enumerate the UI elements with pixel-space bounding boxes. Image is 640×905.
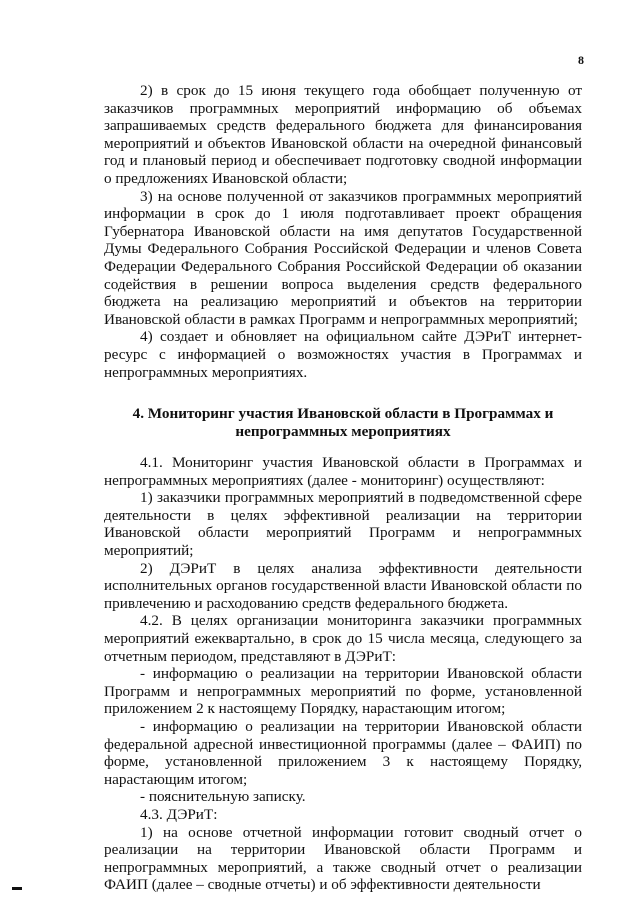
paragraph-4-2-dash-1: - информацию о реализации на территории Ивановской области Программ и непрограммных мероприятий по форме, установленной приложением 2 к настоящему Порядку, нарастающим итогом; (104, 665, 582, 718)
paragraph-item-3: 3) на основе полученной от заказчиков программных мероприятий информации в срок до 1 июля подготавливает проект обращения Губернатора Ивановской области на имя депутатов Государственной Думы Федерального Собрания Российской Федерации и членов Совета Федерации Федерального Собрания Российской Федерации об оказании содействия в решении вопроса выделения средств федерального бюджета на реализацию мероприятий и объектов на территории Ивановской области в рамках Программ и непрограммных мероприятий; (104, 187, 582, 328)
section-heading-line-1: 4. Мониторинг участия Ивановской области в Программах и (132, 405, 554, 423)
page-number: 8 (578, 53, 584, 67)
paragraph-4-1-item-1: 1) заказчики программных мероприятий в подведомственной сфере деятельности в целях эффективной реализации на территории Ивановской области мероприятий Программ и непрограммных мероприятий; (104, 489, 582, 560)
paragraph-item-4: 4) создает и обновляет на официальном сайте ДЭРиТ интернет-ресурс с информацией о возможностях участия в Программах и непрограммных мероприятиях. (104, 328, 582, 381)
paragraph-4-2: 4.2. В целях организации мониторинга заказчики программных мероприятий ежеквартально, в срок до 15 числа месяца, следующего за отчетным периодом, представляют в ДЭРиТ: (104, 612, 582, 665)
paragraph-4-2-dash-3: - пояснительную записку. (140, 788, 306, 806)
paragraph-4-3-item-1: 1) на основе отчетной информации готовит сводный отчет о реализации на территории Ивановской области Программ и непрограммных мероприятий, а также сводный отчет о реализации ФАИП (далее – сводные отчеты) и об эффективности деятельности (104, 823, 582, 894)
document-body (104, 82, 582, 894)
paragraph-4-1: 4.1. Мониторинг участия Ивановской области в Программах и непрограммных мероприятиях (далее - мониторинг) осуществляют: (104, 454, 582, 489)
paragraph-4-1-item-2: 2) ДЭРиТ в целях анализа эффективности деятельности исполнительных органов государственной власти Ивановской области по привлечению и расходованию средств федерального бюджета. (104, 559, 582, 612)
paragraph-item-2: 2) в срок до 15 июня текущего года обобщает полученную от заказчиков программных мероприятий информацию об объемах запрашиваемых средств федерального бюджета для финансирования мероприятий и объектов Ивановской области на очередной финансовый год и плановый период и обеспечивает подготовку сводной информации о предложениях Ивановской области; (104, 82, 582, 187)
scan-mark (12, 887, 22, 890)
paragraph-4-3: 4.3. ДЭРиТ: (140, 805, 218, 823)
section-heading (104, 405, 582, 441)
section-heading-line-2: непрограммных мероприятиях (235, 423, 451, 441)
paragraph-4-2-dash-2: - информацию о реализации на территории Ивановской области федеральной адресной инвестиционной программы (далее – ФАИП) по форме, установленной приложением 3 к настоящему Порядку, нарастающим итогом; (104, 718, 582, 788)
